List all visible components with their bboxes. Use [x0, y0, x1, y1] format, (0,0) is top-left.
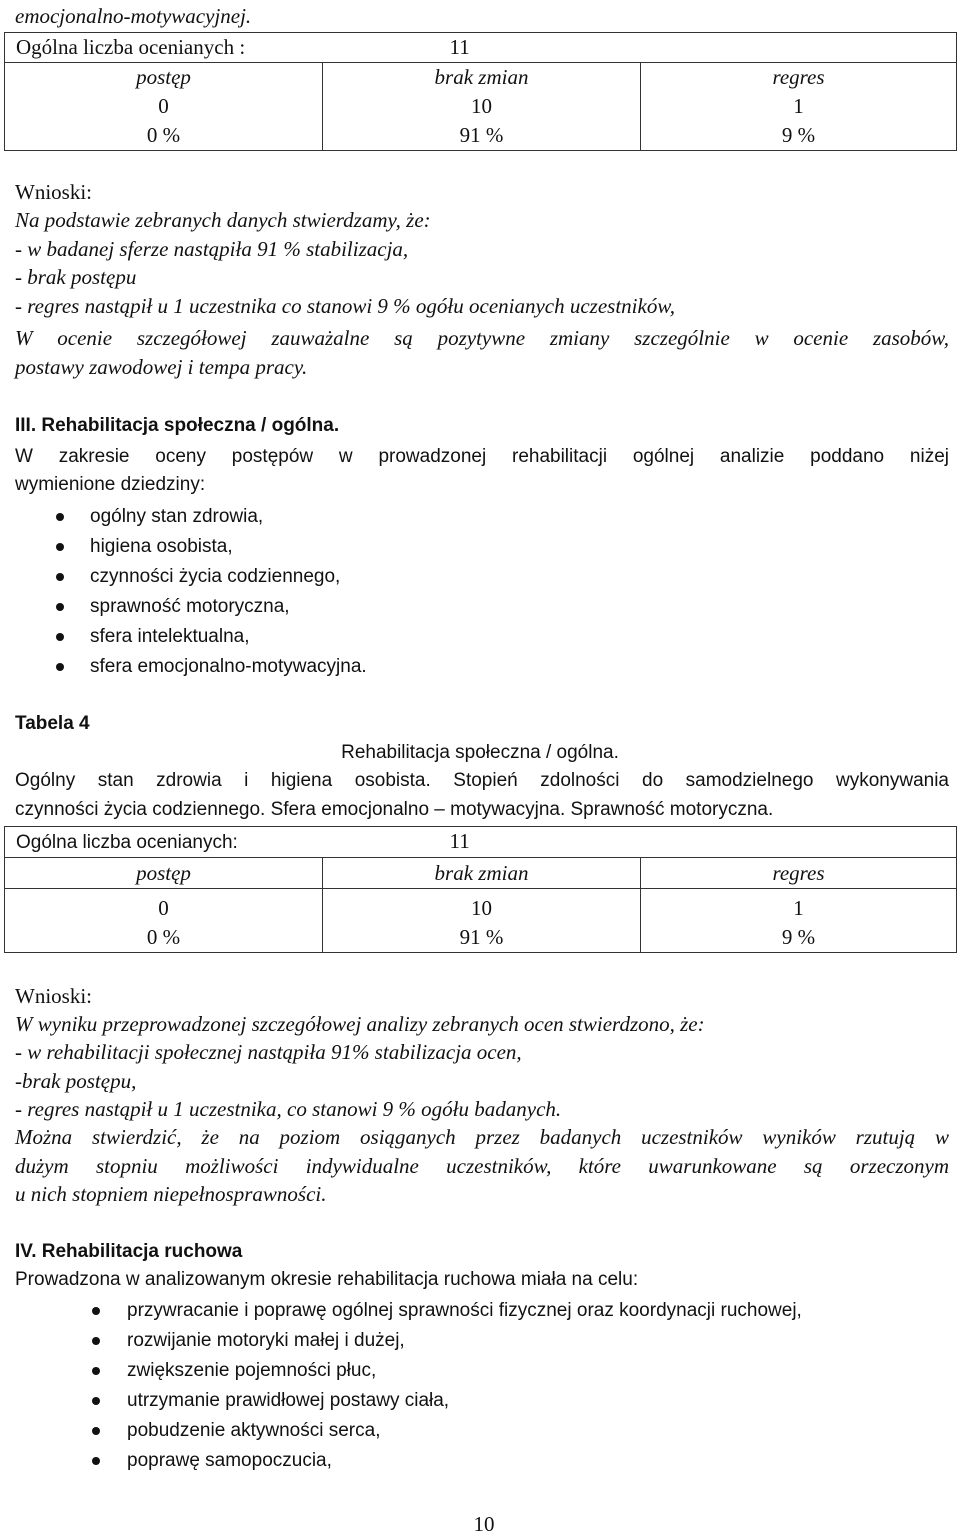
- list-item-text: zwiększenie pojemności płuc,: [127, 1360, 377, 1381]
- count-progress: 0: [5, 92, 323, 121]
- section-intro: Prowadzona w analizowanym okresie rehabilitacja ruchowa miała na celu:: [15, 1269, 639, 1290]
- bullet-icon: [56, 573, 64, 581]
- conclusion-line: - w rehabilitacji społecznej nastąpiła 91% stabilizacja ocen,: [15, 1040, 522, 1064]
- table-row: [5, 63, 957, 93]
- table-row: [5, 33, 957, 63]
- percent-regress: 9 %: [641, 121, 957, 151]
- table-description: Ogólny stan zdrowia i higiena osobista. Stopień zdolności do samodzielnego wykonywania: [15, 770, 949, 791]
- list-item: [90, 502, 367, 532]
- bullet-icon: [56, 633, 64, 641]
- conclusion-line: -brak postępu,: [15, 1069, 137, 1093]
- list-item-text: sfera emocjonalno-motywacyjna.: [90, 656, 367, 677]
- percent-nochange: 91 %: [323, 121, 641, 151]
- list-item: [127, 1326, 802, 1356]
- conclusion-line: u nich stopniem niepełnosprawności.: [15, 1182, 327, 1206]
- table-row: [5, 858, 957, 889]
- list-item-text: czynności życia codziennego,: [90, 566, 341, 587]
- col-label-regress: regres: [641, 858, 957, 889]
- total-label: Ogólna liczba ocenianych:: [16, 832, 238, 853]
- section-heading: IV. Rehabilitacja ruchowa: [15, 1241, 243, 1262]
- col-label-regress: regres: [641, 63, 957, 93]
- list-item-text: pobudzenie aktywności serca,: [127, 1420, 381, 1441]
- list-item-text: utrzymanie prawidłowej postawy ciała,: [127, 1390, 450, 1411]
- percent-regress: 9 %: [641, 923, 957, 953]
- bullet-icon: [92, 1337, 100, 1345]
- list-item: [127, 1416, 802, 1446]
- list-item-text: poprawę samopoczucia,: [127, 1450, 332, 1471]
- bullet-icon: [92, 1367, 100, 1375]
- domain-list: [90, 502, 367, 682]
- table-row: [5, 92, 957, 121]
- list-item: [127, 1356, 802, 1386]
- table-row: [5, 923, 957, 953]
- list-item-text: ogólny stan zdrowia,: [90, 506, 264, 527]
- list-item-text: sprawność motoryczna,: [90, 596, 290, 617]
- count-regress: 1: [641, 92, 957, 121]
- conclusion-line: postawy zawodowej i tempa pracy.: [15, 355, 308, 379]
- list-item: [90, 592, 367, 622]
- bullet-icon: [92, 1457, 100, 1465]
- section-intro: wymienione dziedziny:: [15, 474, 206, 495]
- table-header-cell: [5, 33, 957, 63]
- bullet-icon: [92, 1307, 100, 1315]
- table-label: Tabela 4: [15, 713, 90, 734]
- col-label-progress: postęp: [5, 858, 323, 889]
- table-row: [5, 827, 957, 858]
- list-item: [127, 1296, 802, 1326]
- bullet-icon: [56, 603, 64, 611]
- conclusion-line: - w badanej sferze nastąpiła 91 % stabilizacja,: [15, 237, 409, 261]
- count-regress: 1: [641, 889, 957, 924]
- conclusion-line: - brak postępu: [15, 265, 137, 289]
- table-row: [5, 889, 957, 924]
- conclusion-line: - regres nastąpił u 1 uczestnika co stanowi 9 % ogółu ocenianych uczestników,: [15, 294, 676, 318]
- conclusion-line: dużym stopniu możliwości indywidualne uczestników, które uwarunkowane są orzeczonym: [15, 1154, 949, 1178]
- bullet-icon: [92, 1427, 100, 1435]
- section-heading: III. Rehabilitacja społeczna / ogólna.: [15, 415, 340, 436]
- list-item-text: rozwijanie motoryki małej i dużej,: [127, 1330, 405, 1351]
- bullet-icon: [56, 663, 64, 671]
- table-row: [5, 121, 957, 151]
- conclusion-line: W wyniku przeprowadzonej szczegółowej analizy zebranych ocen stwierdzono, że:: [15, 1012, 705, 1036]
- list-item: [90, 532, 367, 562]
- count-progress: 0: [5, 889, 323, 924]
- total-count: 11: [449, 35, 470, 59]
- list-item-text: sfera intelektualna,: [90, 626, 250, 647]
- list-item: [127, 1386, 802, 1416]
- col-label-nochange: brak zmian: [323, 858, 641, 889]
- percent-nochange: 91 %: [323, 923, 641, 953]
- total-label: Ogólna liczba ocenianych :: [16, 35, 246, 59]
- list-item-text: przywracanie i poprawę ogólnej sprawności fizycznej oraz koordynacji ruchowej,: [127, 1300, 802, 1321]
- conclusion-line: - regres nastąpił u 1 uczestnika, co stanowi 9 % ogółu badanych.: [15, 1097, 562, 1121]
- conclusions-title: Wnioski:: [15, 984, 92, 1008]
- total-count: 11: [449, 829, 470, 853]
- count-nochange: 10: [323, 92, 641, 121]
- conclusion-line: Można stwierdzić, że na poziom osiąganych przez badanych uczestników wyników rzutują w: [15, 1125, 949, 1149]
- percent-progress: 0 %: [5, 121, 323, 151]
- table-description: czynności życia codziennego. Sfera emocjonalno – motywacyjna. Sprawność motoryczna.: [15, 799, 774, 820]
- section-intro: W zakresie oceny postępów w prowadzonej rehabilitacji ogólnej analizie poddano niżej: [15, 446, 949, 467]
- bullet-icon: [56, 513, 64, 521]
- results-table-2: [4, 826, 957, 953]
- list-item: [127, 1446, 802, 1476]
- table-header-cell: [5, 827, 957, 858]
- bullet-icon: [56, 543, 64, 551]
- table-title: Rehabilitacja społeczna / ogólna.: [341, 742, 619, 763]
- conclusions-title: Wnioski:: [15, 180, 92, 204]
- conclusion-line: W ocenie szczegółowej zauważalne są pozytywne zmiany szczególnie w ocenie zasobów,: [15, 326, 949, 350]
- percent-progress: 0 %: [5, 923, 323, 953]
- list-item: [90, 652, 367, 682]
- top-fragment: emocjonalno-motywacyjnej.: [15, 4, 252, 28]
- col-label-progress: postęp: [5, 63, 323, 93]
- goals-list: [127, 1296, 802, 1476]
- count-nochange: 10: [323, 889, 641, 924]
- list-item-text: higiena osobista,: [90, 536, 233, 557]
- list-item: [90, 562, 367, 592]
- page-number: 10: [473, 1512, 495, 1536]
- results-table-1: [4, 32, 957, 151]
- conclusion-line: Na podstawie zebranych danych stwierdzamy, że:: [15, 208, 431, 232]
- col-label-nochange: brak zmian: [323, 63, 641, 93]
- bullet-icon: [92, 1397, 100, 1405]
- list-item: [90, 622, 367, 652]
